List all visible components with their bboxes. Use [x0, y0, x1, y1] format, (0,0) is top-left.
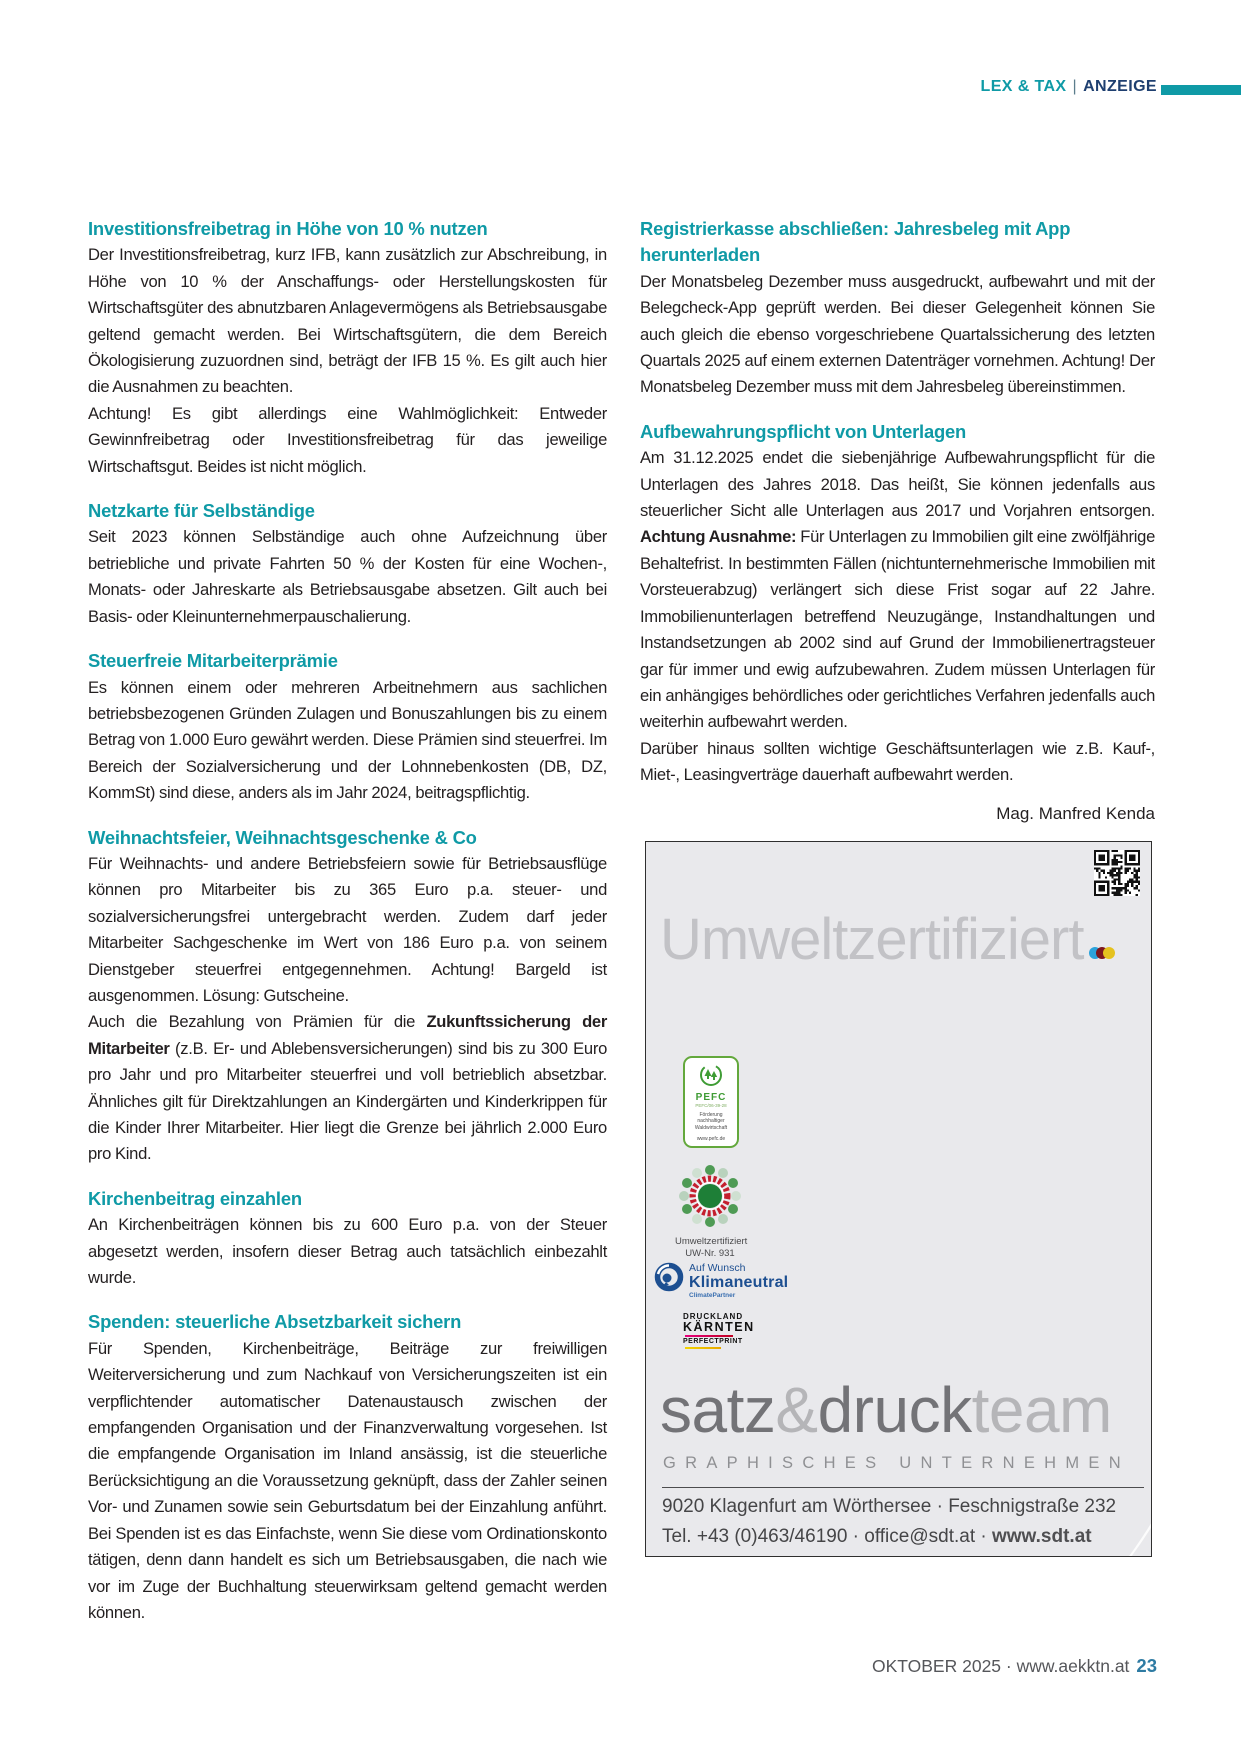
- header-anzeige-label: ANZEIGE: [1083, 78, 1157, 95]
- header-separator: |: [1072, 78, 1078, 95]
- section-paragraph: Darüber hinaus sollten wichtige Geschäftsunterlagen wie z.B. Kauf-, Miet-, Leasingverträge dauerhaft aufbewahrt werden.: [640, 738, 1155, 785]
- pefc-name: PEFC: [695, 1091, 727, 1103]
- brand-logo: [660, 1373, 1112, 1446]
- header-section-label: LEX & TAX: [980, 78, 1067, 95]
- climate-neutral-label: [654, 1262, 788, 1300]
- ad-headline-text: Umweltzertifiziert: [660, 906, 1084, 972]
- pefc-text-line: nachhaltiger: [697, 1118, 725, 1125]
- article-section: [640, 419, 1155, 789]
- section-paragraph: Der Monatsbeleg Dezember muss ausgedruckt, aufbewahrt und mit der Belegcheck-App geprüft werden. Bei dieser Gelegenheit können Sie auch gleich die ebenso vorgeschriebene Quartalssicherung des letzten Quartals 2025 auf einem externen Datenträger vornehmen. Achtung! Der Monatsbeleg Dezember muss mit dem Jahresbeleg übereinstimmen.: [640, 271, 1155, 397]
- ad-phone-line: [662, 1522, 1116, 1552]
- page-number: 23: [1136, 1655, 1157, 1676]
- druckland-line1: DRUCKLAND: [683, 1311, 744, 1321]
- ad-address: 9020 Klagenfurt am Wörthersee · Feschnigstraße 232: [662, 1495, 1117, 1517]
- article-section: [88, 1186, 607, 1292]
- brand-ampersand: &: [775, 1373, 818, 1446]
- druckland-label: [683, 1311, 755, 1349]
- article-section: [88, 216, 607, 480]
- cmyk-dots-icon: [1089, 906, 1115, 973]
- ad-phone-email: Tel. +43 (0)463/46190 · office@sdt.at ·: [662, 1525, 992, 1547]
- yellow-stripe: [685, 1347, 721, 1349]
- brand-tagline: GRAPHISCHES UNTERNEHMEN: [663, 1453, 1130, 1472]
- magenta-stripe: [685, 1335, 733, 1337]
- section-paragraph: Für Spenden, Kirchenbeiträge, Beiträge zur freiwilligen Weiterversicherung und zum Nachkauf von Versicherungszeiten ist ein verpflichtender automatischer Datenaustausch zwischen der empfangenden Organisation und der Finanzverwaltung vorgesehen. Ist die empfangende Organisation im Inland ansässig, ist die steuerliche Berücksichtigung an die Voraussetzung geknüpft, dass der Zahler seinen Vor- und Zunamen sowie sein Geburtsdatum bei der Einzahlung anführt. Bei Spenden ist es das Einfachste, wenn Sie diese vom Ordinationskonto tätigen, denn dann handelt es sich um Betriebsausgaben, die nach wie vor im Zuge der Buchhaltung steuerwirksam geltend gemacht werden können.: [88, 1338, 607, 1622]
- section-paragraph: Am 31.12.2025 endet die siebenjährige Aufbewahrungspflicht für die Unterlagen des Jahres 2018. Das heißt, Sie können jedenfalls aus steuerlicher Sicht alle Unterlagen aus 2017 und Vorjahren entsorgen. Achtung Ausnahme: Für Unterlagen zu Immobilien gilt eine zwölfjährige Behaltefrist. In bestimmten Fällen (nichtunternehmerische Immobilien mit Vorsteuerabzug) verlängert sich diese Frist sogar auf 22 Jahre. Immobilienunterlagen betreffend Neuzugänge, Instandhaltungen und Instandsetzungen ab 2002 sind auf Grund der Immobilienertragsteuer gar für immer und ewig aufzubewahren. Zudem müssen Unterlagen für ein anhängiges behördliches oder gerichtliches Verfahren jedenfalls auch weiterhin aufbewahrt werden.: [640, 448, 1156, 732]
- page-header: [981, 78, 1157, 96]
- section-paragraph: Es können einem oder mehreren Arbeitnehmern aus sachlichen betriebsbezogenen Gründen Zulagen und Bonuszahlungen bis zu einem Betrag von 1.000 Euro gewährt werden. Diese Prämien sind steuerfrei. Im Bereich der Sozialversicherung und der Lohnnebenkosten (DB, DZ, KommSt) sind diese, anders als im Jahr 2024, beitragspflichtig.: [88, 677, 607, 803]
- section-paragraph: Auch die Bezahlung von Prämien für die Zukunftssicherung der Mitarbeiter (z.B. Er- und Ablebensversicherungen) sind bis zu 300 Euro pro Jahr und pro Mitarbeiter steuerfrei und voll betrieblich absetzbar. Ähnliches gilt für Direktzahlungen an Kindergärten und Kinderkrippen für die Kinder Ihrer Mitarbeiter. Hier liegt die Grenze bei jährlich 2.000 Euro pro Kind.: [88, 1012, 607, 1164]
- section-paragraph: Für Weihnachts- und andere Betriebsfeiern sowie für Betriebsausflüge können pro Mitarbeiter bis zu 365 Euro p.a. steuer- und sozialversicherungsfrei untergebracht werden. Zudem darf jeder Mitarbeiter Sachgeschenke im Wert von 186 Euro p.a. von seinem Dienstgeber steuerfrei entgegennehmen. Achtung! Bargeld ist ausgenommen. Lösung: Gutscheine.: [88, 853, 607, 1005]
- climate-partner-icon: [654, 1262, 684, 1292]
- ad-divider-line: [662, 1487, 1144, 1488]
- brand-word-satz: satz: [660, 1373, 776, 1446]
- climate-line2: Klimaneutral: [689, 1273, 789, 1291]
- section-heading: Spenden: steuerliche Absetzbarkeit sichern: [88, 1311, 462, 1333]
- eco-label-line: UW-Nr. 931: [685, 1247, 735, 1259]
- pefc-trees-icon: [698, 1063, 724, 1087]
- section-heading: Weihnachtsfeier, Weihnachtsgeschenke & Co: [88, 826, 477, 848]
- header-accent-bar: [1161, 85, 1241, 95]
- section-heading: Registrierkasse abschließen: Jahresbeleg mit App herunterladen: [640, 218, 1071, 266]
- article-section: [640, 216, 1155, 401]
- section-heading: Kirchenbeitrag einzahlen: [88, 1187, 302, 1209]
- pefc-text-line: Förderung: [699, 1111, 723, 1118]
- section-heading: Aufbewahrungspflicht von Unterlagen: [640, 420, 967, 442]
- section-heading: Steuerfreie Mitarbeiterprämie: [88, 650, 338, 672]
- section-paragraph: Achtung! Es gibt allerdings eine Wahlmöglichkeit: Entweder Gewinnfreibetrag oder Investitionsfreibetrag für das jeweilige Wirtschaftsgut. Beides ist nicht möglich.: [88, 403, 607, 476]
- brand-word-team: team: [971, 1373, 1112, 1446]
- section-heading: Investitionsfreibetrag in Höhe von 10 % nutzen: [88, 218, 488, 239]
- section-paragraph: Der Investitionsfreibetrag, kurz IFB, kann zusätzlich zur Abschreibung, in Höhe von 10 % der Anschaffungs- oder Herstellungskosten für Wirtschaftsgüter des abnutzbaren Anlagevermögens als Betriebsausgabe geltend gemacht werden. Bei Wirtschaftsgütern, die dem Bereich Ökologisierung zuzuordnen sind, beträgt der IFB 15 %. Es gilt auch hier die Ausnahmen zu beachten.: [88, 245, 607, 397]
- ad-headline: [660, 906, 1115, 973]
- left-articles: [88, 216, 607, 1626]
- section-heading: Netzkarte für Selbständige: [88, 500, 315, 522]
- left-column: [88, 216, 607, 1626]
- article-section: [88, 1309, 607, 1626]
- climate-line3: ClimatePartner: [689, 1291, 736, 1299]
- ad-contact-block: [662, 1492, 1116, 1552]
- print-ad: [645, 841, 1152, 1557]
- druckland-line2: KÄRNTEN: [683, 1319, 755, 1334]
- right-articles: [640, 216, 1155, 789]
- pefc-label: [683, 1056, 739, 1148]
- footer-issue: OKTOBER 2025 · www.aekktn.at: [871, 1656, 1130, 1676]
- druckland-line3: PERFECTPRINT: [683, 1337, 743, 1345]
- article-section: [88, 648, 607, 806]
- climate-line1: Auf Wunsch: [689, 1261, 746, 1274]
- pefc-url: www.pefc.de: [696, 1136, 726, 1143]
- section-paragraph: Seit 2023 können Selbständige auch ohne Aufzeichnung über betriebliche und private Fahrten 50 % der Kosten für eine Wochen-, Monats- oder Jahreskarte als Betriebsausgabe absetzen. Gilt auch bei Basis- oder Kleinunternehmerpauschalierung.: [88, 527, 607, 626]
- brand-word-druck: druck: [817, 1373, 972, 1446]
- right-column: [640, 216, 1155, 1557]
- page-footer: [872, 1655, 1157, 1677]
- ad-website: www.sdt.at: [992, 1525, 1092, 1547]
- article-section: [88, 825, 607, 1168]
- author-byline: Mag. Manfred Kenda: [996, 803, 1155, 823]
- section-paragraph: An Kirchenbeiträgen können bis zu 600 Euro p.a. von der Steuer abgesetzt werden, insofern dieser Betrag auch tatsächlich einbezahlt wurde.: [88, 1215, 607, 1288]
- qr-code-icon: [1094, 850, 1140, 896]
- eco-label-line: Umweltzertifiziert: [675, 1235, 748, 1247]
- pefc-license: PEFC/06-39-28: [695, 1102, 727, 1108]
- eco-certification-label: [675, 1164, 748, 1260]
- umweltzeichen-icon: [678, 1164, 742, 1228]
- article-section: [88, 498, 607, 630]
- pefc-text-line: Waldwirtschaft: [694, 1124, 728, 1131]
